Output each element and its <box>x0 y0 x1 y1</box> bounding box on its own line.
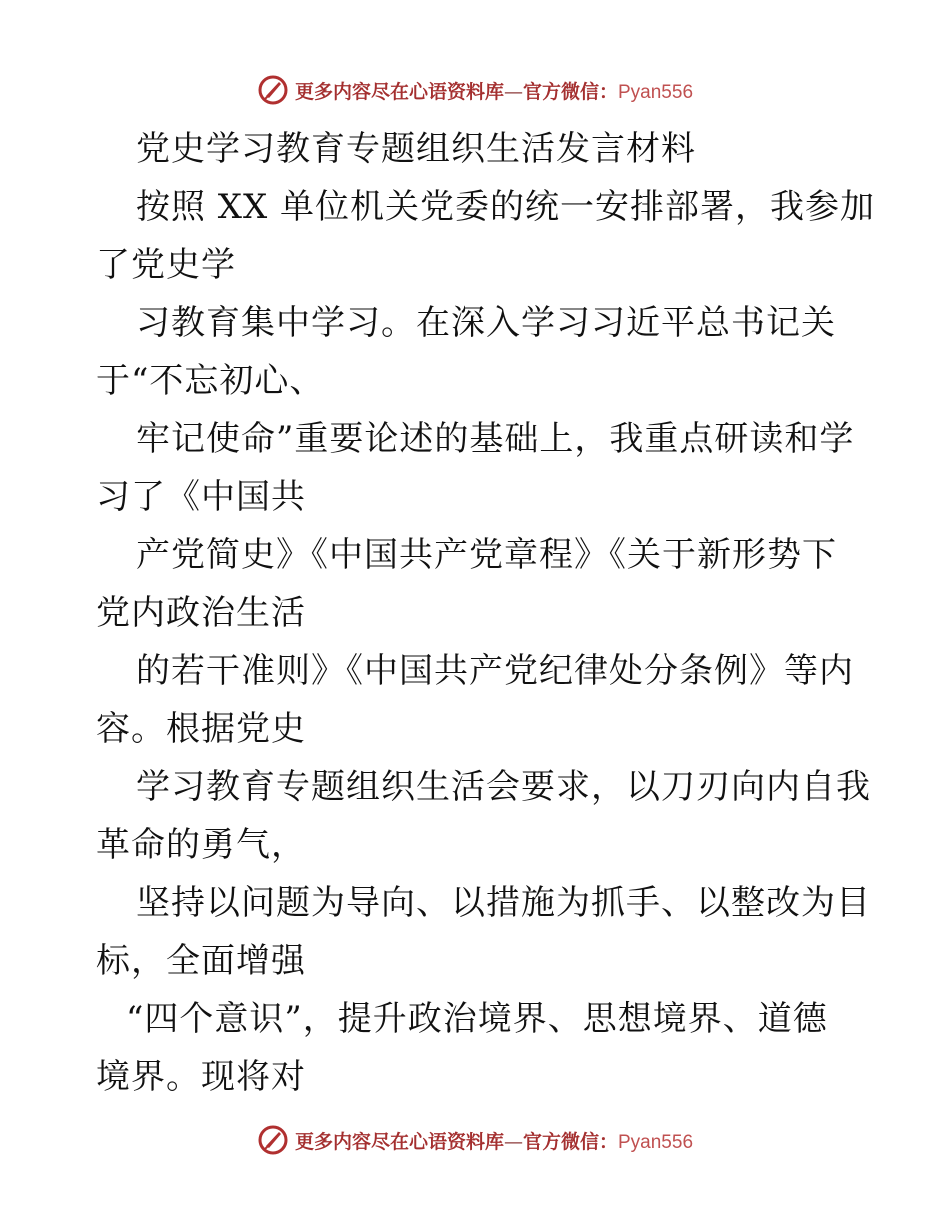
banner-wechat-label: 官方微信： <box>522 80 618 103</box>
banner-text <box>295 1127 693 1154</box>
text-line: 了党史学 <box>96 245 236 285</box>
text-line: 于“不忘初心、 <box>96 361 325 401</box>
document-body <box>96 120 876 1106</box>
banner-wechat-handle: Pyan556 <box>618 81 694 103</box>
text-line: 坚持以问题为导向、以措施为抓手、以整改为目 <box>136 883 871 923</box>
text-line: “四个意识”，提升政治境界、思想境界、道德 <box>126 999 828 1039</box>
banner-wechat-label: 官方微信： <box>522 1130 618 1153</box>
quill-logo-icon <box>257 74 289 106</box>
quill-logo-icon <box>257 1124 289 1156</box>
banner-separator: — <box>503 1130 523 1153</box>
text-line: 习了《中国共 <box>96 477 306 517</box>
banner-separator: — <box>503 80 523 103</box>
text-line: 产党简史》《中国共产党章程》《关于新形势下 <box>136 535 837 575</box>
banner-site-name: 更多内容尽在心语资料库 <box>294 80 504 103</box>
text-line: 按照 XX 单位机关党委的统一安排部署，我参加 <box>136 187 876 227</box>
text-line: 的若干准则》《中国共产党纪律处分条例》等内 <box>136 651 854 691</box>
text-line: 习教育集中学习。在深入学习习近平总书记关 <box>136 303 836 343</box>
document-title: 党史学习教育专题组织生活发言材料 <box>136 129 696 169</box>
text-line: 牢记使命”重要论述的基础上，我重点研读和学 <box>136 419 855 459</box>
footer-banner[interactable] <box>0 1120 950 1160</box>
text-line: 境界。现将对 <box>96 1057 306 1097</box>
header-banner[interactable] <box>0 70 950 110</box>
text-line: 学习教育专题组织生活会要求，以刀刃向内自我 <box>136 767 871 807</box>
banner-wechat-handle: Pyan556 <box>618 1131 694 1153</box>
banner-text <box>295 77 693 104</box>
text-line: 标，全面增强 <box>96 941 306 981</box>
text-line: 容。根据党史 <box>96 709 306 749</box>
text-line: 革命的勇气， <box>96 825 306 865</box>
banner-site-name: 更多内容尽在心语资料库 <box>294 1130 504 1153</box>
text-line: 党内政治生活 <box>96 593 306 633</box>
